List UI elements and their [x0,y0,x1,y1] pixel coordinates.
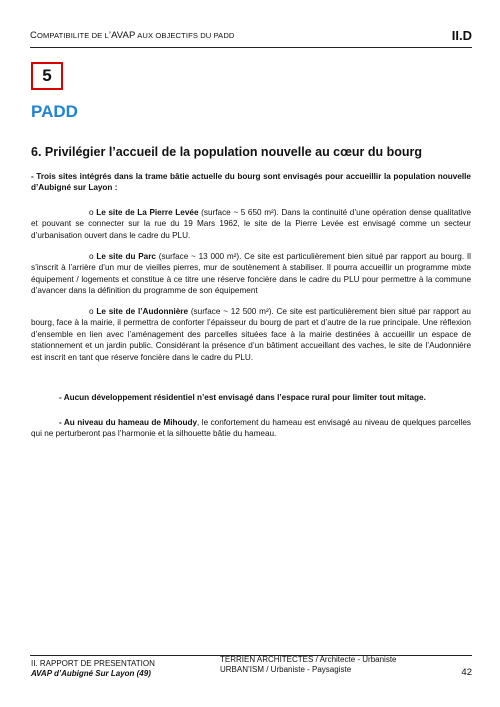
section-code: II.D [451,28,472,43]
footer-report-label: II. RAPPORT DE PRESENTATION [31,659,155,668]
page-number: 42 [461,667,472,678]
page-header [30,28,472,46]
site-name: Le site de La Pierre Levée [96,208,199,217]
hamlet-paragraph [31,417,471,440]
bullet-marker: o [89,252,97,261]
site-description: (surface ~ 12 500 m²). Ce site est particulièrement bien situé par rapport au bourg, face à la mairie, il permettra de conforter l’épaisseur du bourg de part et d’autre de la rue principale. Une réflexion d’ensemble en lien avec l’aménagement des parcelles situées face à la mairie destinées à accueillir un espace de stationnement et un jardin public. Considérant la présence d’un bâtiment accueillant des vaches, le site de l’Audonnière est inscrit en tant que réserve foncière dans le cadre du PLU. [31,307,471,362]
header-title-part: AUX OBJECTIFS DU PADD [135,31,235,40]
rural-paragraph: - Aucun développement résidentiel n’est envisagé dans l’espace rural pour limiter tout mitage. [59,393,426,402]
section-number-box: 5 [31,62,63,90]
padd-heading: PADD [31,102,78,121]
intro-paragraph: - Trois sites intégrés dans la trame bâtie actuelle du bourg sont envisagés pour accueillir la population nouvelle d’Aubigné sur Layon : [31,172,471,193]
site-paragraph-pierre-levee [31,207,471,241]
site-name: Le site de l’Audonnière [96,307,189,316]
header-title-part: ’AVAP [108,30,136,41]
footer-credit-architect: TERRIEN ARCHITECTES / Architecte - Urbaniste [220,655,397,664]
hamlet-lead: - Au niveau du hameau de Mihoudy [59,418,198,427]
header-title-part: OMPATIBILITE DE L [36,31,109,40]
footer-credit-urbanist: URBAN’ISM / Urbaniste - Paysagiste [220,665,352,674]
header-title-part: C [30,30,37,41]
header-title [30,30,235,41]
bullet-marker: o [89,208,97,217]
footer-project-label: AVAP d’Aubigné Sur Layon (49) [31,669,151,678]
bullet-marker: o [89,307,97,316]
section-title: 6. Privilégier l’accueil de la population nouvelle au cœur du bourg [31,145,423,159]
header-divider [30,47,472,48]
site-paragraph-audonniere [31,306,471,363]
footer-credits [220,655,397,675]
hamlet-description: , le confortement du hameau est envisagé au niveau de quelques parcelles qui ne perturberont pas l’harmonie et la silhouette bâtie du hameau. [31,418,472,439]
site-description: (surface ~ 13 000 m²). Ce site est particulièrement bien situé par rapport au bourg. Il s’inscrit à l’arrière d’un mur de vieilles pierres, mur de soutènement à stabiliser. Il pourra accueillir un programme mixte équipement / logements et constitue à ce titre une réserve foncière dans le cadre du PLU pour permettre à la commune d’avancer dans la définition du programme de son équipement [31,252,471,296]
footer-left [31,659,155,679]
site-paragraph-parc [31,251,471,297]
site-name: Le site du Parc [96,252,156,261]
site-description: (surface ~ 5 650 m²). Dans la continuité d’une opération dense qualitative et pouvant se connecter sur la rue du 19 Mars 1962, le site de la Pierre Levée est envisagé comme un secteur d’urbanisation ouvert dans le cadre du PLU. [31,208,471,240]
